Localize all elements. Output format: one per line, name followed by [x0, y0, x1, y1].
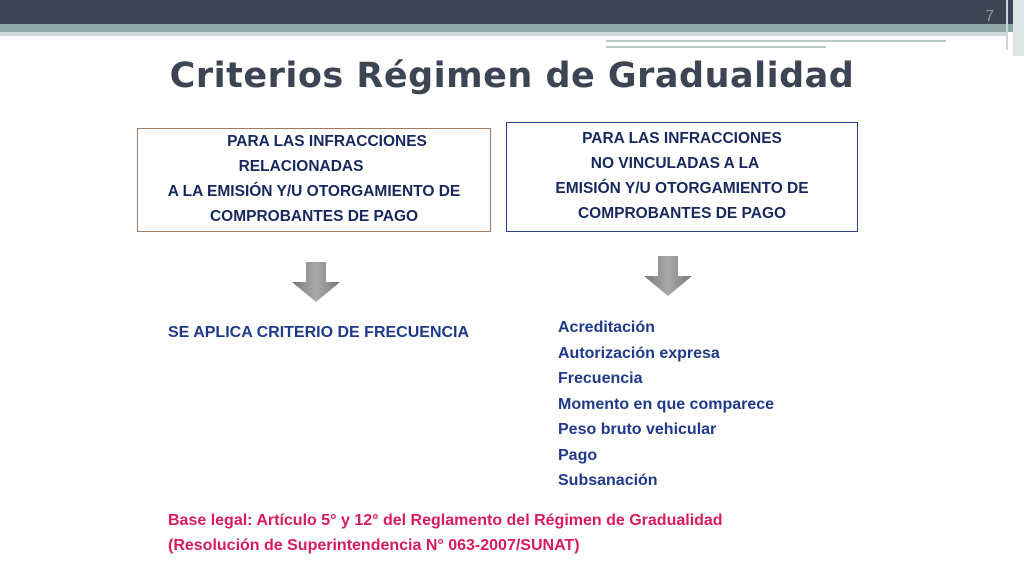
- left-box-line: COMPROBANTES DE PAGO: [209, 208, 419, 225]
- slide-title: Criterios Régimen de Gradualidad: [169, 56, 855, 96]
- left-box-line: RELACIONADAS: [238, 158, 364, 175]
- right-box-line: PARA LAS INFRACCIONES: [582, 130, 782, 147]
- frequency-criterion-text: SE APLICA CRITERIO DE FRECUENCIA: [168, 324, 470, 341]
- legal-basis-line: Base legal: Artículo 5° y 12° del Reglamento del Régimen de Gradualidad: [168, 512, 723, 529]
- list-item: Momento en que comparece: [558, 395, 775, 413]
- right-box-line: NO VINCULADAS A LA: [590, 155, 760, 172]
- down-arrow-icon: [292, 262, 340, 302]
- right-category-box: [506, 122, 858, 232]
- list-item: Autorización expresa: [558, 344, 720, 362]
- legal-basis: [168, 508, 723, 558]
- decor-line: [606, 46, 826, 48]
- list-item: Peso bruto vehicular: [558, 421, 717, 438]
- left-category-box: [137, 128, 491, 232]
- right-box-line: EMISIÓN Y/U OTORGAMIENTO DE: [555, 180, 809, 197]
- down-arrow-icon: [644, 256, 692, 296]
- list-item: Pago: [558, 446, 598, 464]
- decor-line: [606, 40, 946, 42]
- header-stripe-light: [0, 32, 1008, 36]
- criteria-list: [558, 315, 774, 494]
- left-box-line: A LA EMISIÓN Y/U OTORGAMIENTO DE: [167, 183, 461, 200]
- legal-basis-line: (Resolución de Superintendencia N° 063-2007/SUNAT): [168, 537, 580, 554]
- list-item: Frecuencia: [558, 370, 643, 387]
- list-item: Subsanación: [558, 472, 658, 489]
- decor-bar: [1013, 0, 1024, 56]
- header-bar: [0, 0, 1024, 24]
- left-box-line: PARA LAS INFRACCIONES: [227, 133, 427, 150]
- right-box-line: COMPROBANTES DE PAGO: [577, 205, 787, 222]
- slide-number: 7: [985, 8, 994, 25]
- header-stripe: [0, 24, 1024, 32]
- decor-bar: [1006, 0, 1008, 50]
- list-item: Acreditación: [558, 319, 655, 336]
